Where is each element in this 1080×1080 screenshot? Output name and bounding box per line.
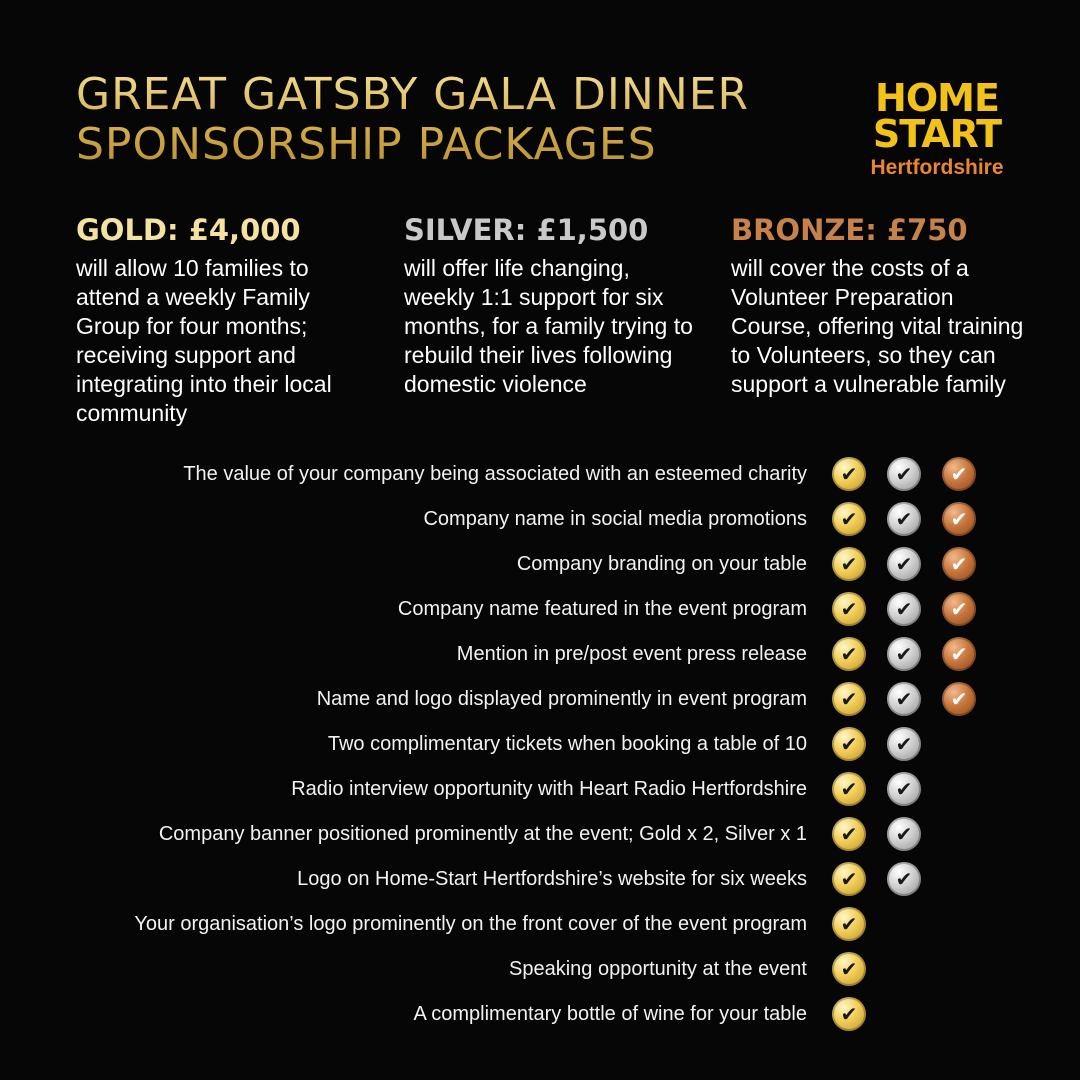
home-start-logo	[862, 76, 1012, 180]
tier-bronze-heading: BRONZE: £750	[731, 213, 968, 247]
tier-gold	[76, 210, 376, 428]
silver-check-icon: ✔	[887, 637, 921, 671]
tier-silver-heading: SILVER: £1,500	[404, 213, 649, 247]
benefit-label: The value of your company being associated with an esteemed charity	[183, 463, 807, 485]
benefit-label: Two complimentary tickets when booking a table of 10	[327, 733, 807, 755]
bronze-check-icon: ✔	[942, 502, 976, 536]
gold-check-icon: ✔	[832, 862, 866, 896]
benefit-label: Speaking opportunity at the event	[509, 958, 807, 980]
benefit-label: Company banner positioned prominently at the event; Gold x 2, Silver x 1	[158, 823, 807, 845]
gold-check-icon: ✔	[832, 502, 866, 536]
title-line-2: SPONSORSHIP PACKAGES	[76, 119, 657, 170]
silver-check-icon: ✔	[887, 547, 921, 581]
benefit-label: Your organisation’s logo prominently on the front cover of the event program	[134, 913, 807, 935]
benefit-row	[0, 992, 1080, 1037]
gold-check-icon: ✔	[832, 997, 866, 1031]
bronze-check-icon: ✔	[942, 457, 976, 491]
benefit-label: A complimentary bottle of wine for your table	[413, 1003, 807, 1025]
silver-check-icon: ✔	[887, 772, 921, 806]
silver-check-icon: ✔	[887, 502, 921, 536]
benefit-label: Company name featured in the event program	[397, 598, 807, 620]
silver-check-icon: ✔	[887, 682, 921, 716]
bronze-check-icon: ✔	[942, 592, 976, 626]
benefit-row	[0, 722, 1080, 767]
gold-check-icon: ✔	[832, 637, 866, 671]
logo-brand-line-2: START	[872, 112, 1002, 156]
gold-check-icon: ✔	[832, 817, 866, 851]
gold-check-icon: ✔	[832, 682, 866, 716]
benefit-label: Name and logo displayed prominently in event program	[316, 688, 807, 710]
tier-gold-description: will allow 10 families to attend a weekly Family Group for four months; receiving support and integrating into their local community	[76, 255, 332, 426]
gold-check-icon: ✔	[832, 907, 866, 941]
tier-bronze	[731, 210, 1031, 399]
gold-check-icon: ✔	[832, 592, 866, 626]
gold-check-icon: ✔	[832, 727, 866, 761]
benefit-label: Mention in pre/post event press release	[456, 643, 807, 665]
gold-check-icon: ✔	[832, 952, 866, 986]
benefit-label: Logo on Home-Start Hertfordshire’s website for six weeks	[297, 868, 807, 890]
logo-region: Hertfordshire	[870, 156, 1004, 179]
gold-check-icon: ✔	[832, 457, 866, 491]
bronze-check-icon: ✔	[942, 637, 976, 671]
tier-silver-description: will offer life changing, weekly 1:1 support for six months, for a family trying to rebuild their lives following domestic violence	[404, 255, 693, 397]
bronze-check-icon: ✔	[942, 547, 976, 581]
gold-check-icon: ✔	[832, 547, 866, 581]
silver-check-icon: ✔	[887, 727, 921, 761]
bronze-check-icon: ✔	[942, 682, 976, 716]
silver-check-icon: ✔	[887, 817, 921, 851]
gold-check-icon: ✔	[832, 772, 866, 806]
benefits-list	[0, 452, 1080, 1037]
title-line-1: GREAT GATSBY GALA DINNER	[76, 69, 750, 120]
benefit-label: Company branding on your table	[516, 553, 807, 575]
silver-check-icon: ✔	[887, 457, 921, 491]
benefit-label: Company name in social media promotions	[423, 508, 807, 530]
benefit-row	[0, 452, 1080, 497]
benefit-row	[0, 542, 1080, 587]
benefit-row	[0, 587, 1080, 632]
benefit-row	[0, 812, 1080, 857]
benefit-row	[0, 902, 1080, 947]
silver-check-icon: ✔	[887, 862, 921, 896]
benefit-row	[0, 677, 1080, 722]
tier-bronze-description: will cover the costs of a Volunteer Preparation Course, offering vital training to Volunteers, so they can support a vulnerable family	[731, 255, 1024, 397]
benefit-row	[0, 632, 1080, 677]
benefit-row	[0, 857, 1080, 902]
tier-silver	[404, 210, 704, 399]
benefit-label: Radio interview opportunity with Heart Radio Hertfordshire	[291, 778, 807, 800]
benefit-row	[0, 767, 1080, 812]
silver-check-icon: ✔	[887, 592, 921, 626]
page-title	[76, 70, 749, 170]
logo-brand-line-1: HOME	[875, 76, 999, 120]
logo-brand	[862, 76, 1012, 156]
tier-gold-heading: GOLD: £4,000	[76, 213, 301, 247]
benefit-row	[0, 497, 1080, 542]
benefit-row	[0, 947, 1080, 992]
